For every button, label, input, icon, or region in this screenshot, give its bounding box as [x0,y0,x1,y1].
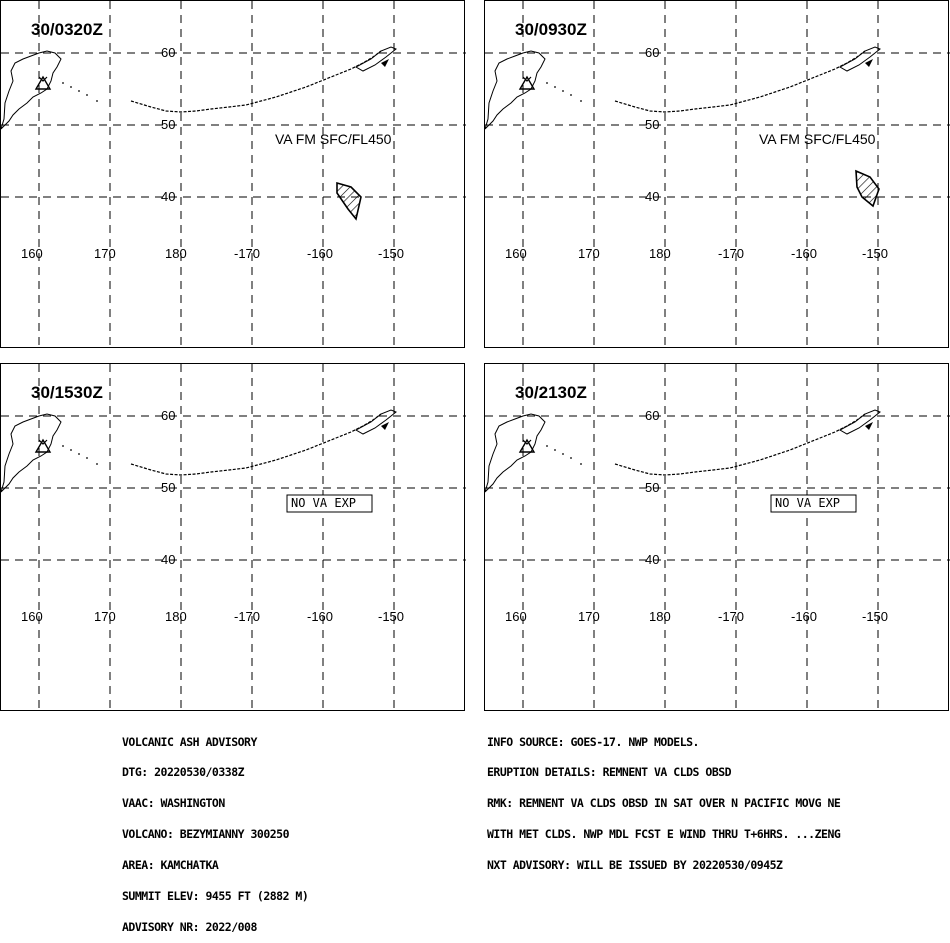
alaska-peninsula [356,410,396,434]
island-dot [96,463,98,465]
latitude-label: 50 [161,117,176,132]
longitude-label: -160 [791,609,818,624]
longitude-label: 180 [165,609,187,624]
latitude-label: 60 [161,408,176,423]
island-dot [580,463,582,465]
longitude-label: -150 [862,609,889,624]
longitude-label: -160 [791,246,818,261]
island-dot [546,82,548,84]
longitude-label: 180 [649,246,671,261]
island-dot [562,453,564,455]
aleutian-islands [615,51,865,112]
advisory-line: SUMMIT ELEV: 9455 FT (2882 M) [122,889,309,904]
latitude-label: 60 [645,408,660,423]
valid-time-title: 30/0320Z [31,20,103,39]
aleutian-islands [131,414,381,475]
advisory-line: VOLCANIC ASH ADVISORY [122,734,257,749]
advisory-line: NXT ADVISORY: WILL BE ISSUED BY 20220530/0945Z [487,858,783,873]
longitude-label: 160 [505,609,527,624]
island-dot [562,90,564,92]
advisory-line: WITH MET CLDS. NWP MDL FCST E WIND THRU T+6HRS. ...ZENG [487,827,841,842]
island-dot [70,449,72,451]
island-dot [570,94,572,96]
advisory-line: VAAC: WASHINGTON [122,796,225,811]
island-dot [554,449,556,451]
island-dot [570,457,572,459]
longitude-label: 160 [21,609,43,624]
ash-cloud-label: VA FM SFC/FL450 [759,131,876,147]
longitude-label: -150 [862,246,889,261]
longitude-label: -170 [718,609,745,624]
kamchatka-coastline [485,51,545,129]
advisory-line: ADVISORY NR: 2022/008 [122,919,257,934]
longitude-label: -150 [378,246,405,261]
island-dot [86,94,88,96]
longitude-label: 170 [578,246,600,261]
longitude-label: -170 [234,246,261,261]
map-canvas [485,364,950,712]
advisory-line: DTG: 20220530/0338Z [122,765,245,780]
longitude-label: 160 [21,246,43,261]
island-dot [86,457,88,459]
latitude-label: 50 [645,480,660,495]
island-dot [70,86,72,88]
map-panel-4 [484,363,949,711]
kamchatka-coastline [1,51,61,129]
latitude-label: 40 [645,189,660,204]
longitude-label: 180 [165,246,187,261]
longitude-label: -160 [307,609,334,624]
advisory-line: ERUPTION DETAILS: REMNENT VA CLDS OBSD [487,765,732,780]
advisory-info-right [487,716,840,881]
island-dot [554,86,556,88]
longitude-label: 170 [94,609,116,624]
island-dot [546,445,548,447]
no-va-box [287,495,372,512]
longitude-label: 160 [505,246,527,261]
no-va-label: NO VA EXP [291,496,357,510]
island-dot [78,90,80,92]
advisory-line: INFO SOURCE: GOES-17. NWP MODELS. [487,734,699,749]
latitude-label: 40 [161,189,176,204]
advisory-info-left [122,716,308,943]
longitude-label: -150 [378,609,405,624]
longitude-label: -160 [307,246,334,261]
longitude-label: 170 [94,246,116,261]
longitude-label: -170 [234,609,261,624]
no-va-label: NO VA EXP [775,496,841,510]
advisory-line: RMK: REMNENT VA CLDS OBSD IN SAT OVER N PACIFIC MOVG NE [487,796,841,811]
kamchatka-coastline [485,414,545,492]
map-canvas [485,1,950,349]
valid-time-title: 30/0930Z [515,20,587,39]
kamchatka-coastline [1,414,61,492]
longitude-label: -170 [718,246,745,261]
latitude-label: 60 [645,45,660,60]
valid-time-title: 30/2130Z [515,383,587,402]
no-va-box [771,495,856,512]
ash-cloud-polygon [337,183,361,219]
longitude-label: 170 [578,609,600,624]
latitude-label: 40 [161,552,176,567]
ash-cloud-label: VA FM SFC/FL450 [275,131,392,147]
advisory-line: AREA: KAMCHATKA [122,858,219,873]
valid-time-title: 30/1530Z [31,383,103,402]
aleutian-islands [131,51,381,112]
island-dot [580,100,582,102]
alaska-peninsula [356,47,396,71]
ash-cloud-polygon [856,171,879,206]
map-panel-1 [0,0,465,348]
latitude-label: 50 [161,480,176,495]
alaska-peninsula [840,47,880,71]
map-panel-2 [484,0,949,348]
latitude-label: 60 [161,45,176,60]
island-dot [62,445,64,447]
latitude-label: 40 [645,552,660,567]
longitude-label: 180 [649,609,671,624]
map-canvas [1,1,466,349]
island-dot [62,82,64,84]
aleutian-islands [615,414,865,475]
latitude-label: 50 [645,117,660,132]
advisory-line: VOLCANO: BEZYMIANNY 300250 [122,827,290,842]
map-panel-3 [0,363,465,711]
alaska-peninsula [840,410,880,434]
island-dot [78,453,80,455]
map-canvas [1,364,466,712]
island-dot [96,100,98,102]
